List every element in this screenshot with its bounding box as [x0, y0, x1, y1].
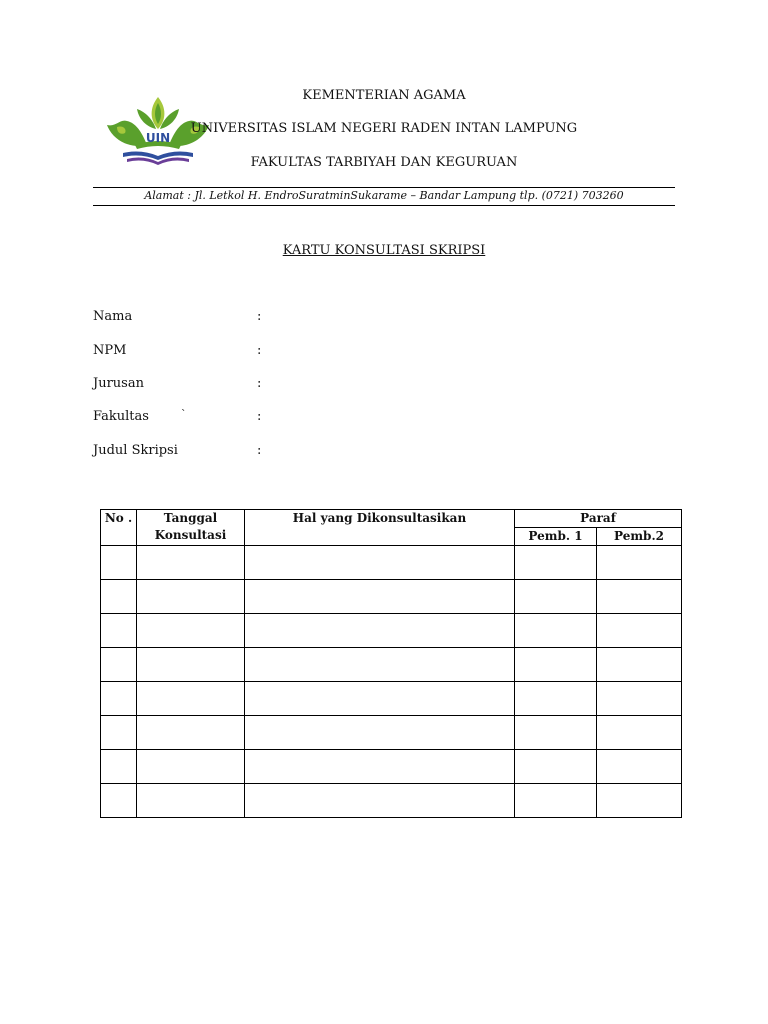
- cell-pemb2: [597, 580, 682, 614]
- cell-no: [101, 784, 137, 818]
- cell-pemb1: [515, 580, 597, 614]
- table-row: [101, 648, 682, 682]
- cell-hal: [245, 682, 515, 716]
- field-colon-judul-skripsi: :: [257, 443, 262, 458]
- consultation-table: [100, 509, 682, 818]
- cell-hal: [245, 546, 515, 580]
- col-header-paraf: Paraf: [515, 510, 682, 528]
- field-colon-nama: :: [257, 309, 262, 324]
- field-colon-npm: :: [257, 343, 262, 358]
- field-colon-jurusan: :: [257, 376, 262, 391]
- cell-hal: [245, 614, 515, 648]
- field-label-npm: NPM: [93, 343, 127, 358]
- cell-hal: [245, 784, 515, 818]
- cell-no: [101, 546, 137, 580]
- cell-no: [101, 750, 137, 784]
- cell-pemb1: [515, 682, 597, 716]
- cell-tanggal: [137, 546, 245, 580]
- cell-tanggal: [137, 716, 245, 750]
- col-header-hal: Hal yang Dikonsultasikan: [245, 510, 515, 546]
- col-header-pemb2: Pemb.2: [597, 528, 682, 546]
- cell-pemb1: [515, 784, 597, 818]
- ministry-heading: KEMENTERIAN AGAMA: [302, 88, 466, 103]
- cell-pemb1: [515, 750, 597, 784]
- cell-hal: [245, 750, 515, 784]
- cell-no: [101, 614, 137, 648]
- col-header-no: No .: [101, 510, 137, 546]
- cell-pemb2: [597, 614, 682, 648]
- cell-hal: [245, 580, 515, 614]
- cell-pemb2: [597, 716, 682, 750]
- field-stray-mark: `: [181, 408, 187, 421]
- table-row: [101, 580, 682, 614]
- table-row: [101, 750, 682, 784]
- cell-tanggal: [137, 682, 245, 716]
- cell-no: [101, 648, 137, 682]
- cell-pemb2: [597, 546, 682, 580]
- cell-no: [101, 716, 137, 750]
- field-label-fakultas: Fakultas: [93, 409, 149, 424]
- cell-pemb1: [515, 546, 597, 580]
- cell-hal: [245, 716, 515, 750]
- cell-tanggal: [137, 580, 245, 614]
- cell-tanggal: [137, 750, 245, 784]
- cell-tanggal: [137, 614, 245, 648]
- field-label-jurusan: Jurusan: [93, 376, 144, 391]
- document-title: KARTU KONSULTASI SKRIPSI: [282, 243, 486, 258]
- cell-hal: [245, 648, 515, 682]
- cell-pemb1: [515, 614, 597, 648]
- cell-pemb2: [597, 648, 682, 682]
- table-row: [101, 784, 682, 818]
- col-header-tanggal: Tanggal Konsultasi: [137, 510, 245, 546]
- university-heading: UNIVERSITAS ISLAM NEGERI RADEN INTAN LAMPUNG: [190, 121, 578, 136]
- cell-pemb1: [515, 716, 597, 750]
- cell-pemb2: [597, 750, 682, 784]
- cell-no: [101, 682, 137, 716]
- field-label-judul-skripsi: Judul Skripsi: [93, 443, 178, 458]
- field-label-nama: Nama: [93, 309, 133, 324]
- logo-text: UIN: [145, 131, 171, 145]
- faculty-heading: FAKULTAS TARBIYAH DAN KEGURUAN: [250, 155, 518, 170]
- col-header-pemb1: Pemb. 1: [515, 528, 597, 546]
- table-row: [101, 546, 682, 580]
- cell-no: [101, 580, 137, 614]
- header-rule-bottom: [93, 205, 675, 206]
- cell-tanggal: [137, 784, 245, 818]
- cell-pemb1: [515, 648, 597, 682]
- cell-pemb2: [597, 682, 682, 716]
- cell-pemb2: [597, 784, 682, 818]
- table-row: [101, 716, 682, 750]
- field-colon-fakultas: :: [257, 409, 262, 424]
- address-line: Alamat : Jl. Letkol H. EndroSuratminSukarame – Bandar Lampung tlp. (0721) 703260: [144, 189, 624, 202]
- table-row: [101, 682, 682, 716]
- table-row: [101, 614, 682, 648]
- cell-tanggal: [137, 648, 245, 682]
- header-rule-top: [93, 187, 675, 188]
